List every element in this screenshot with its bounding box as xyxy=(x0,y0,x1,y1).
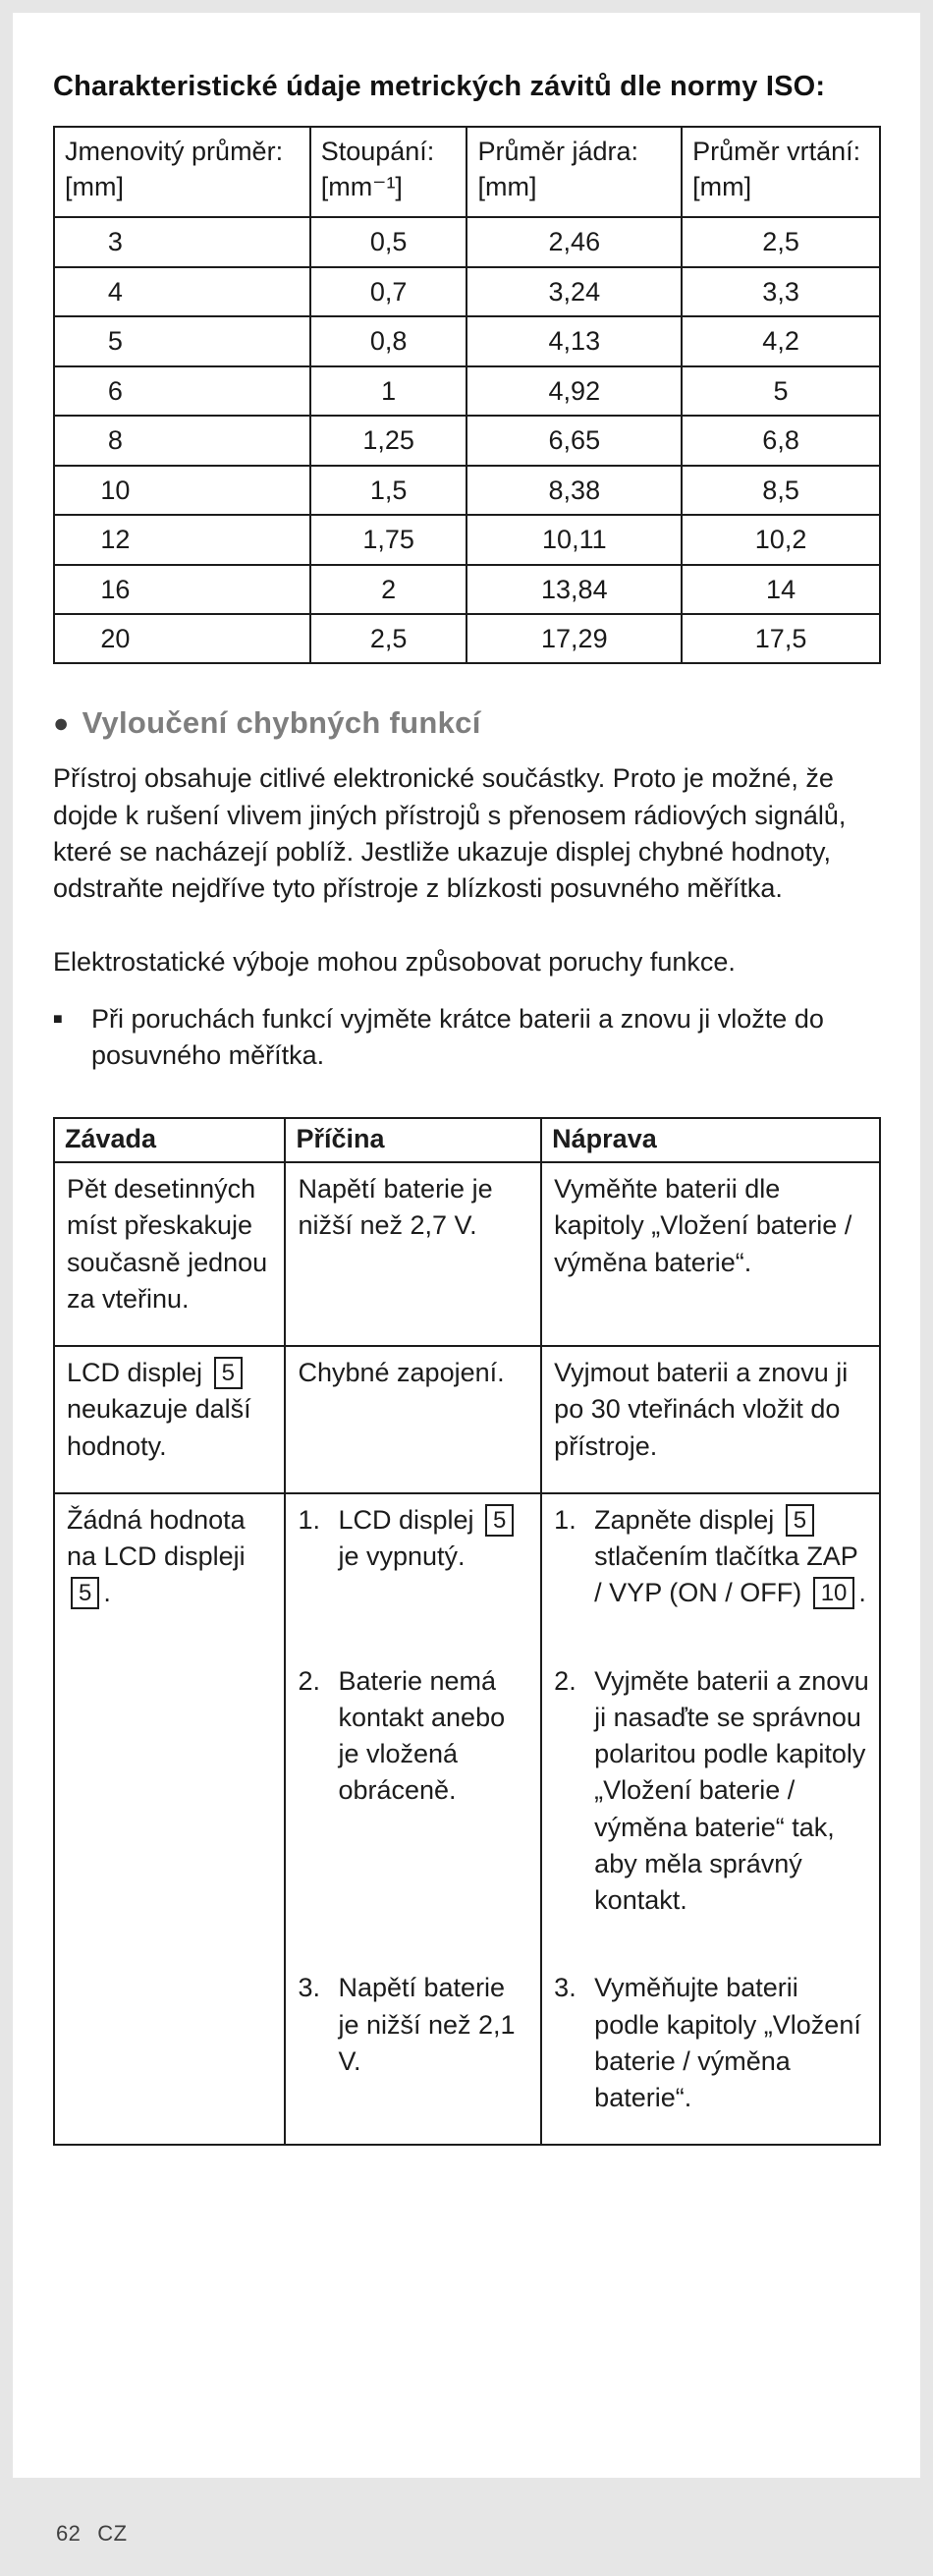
page-footer xyxy=(56,2521,127,2547)
item-text: Zapněte displej 5 stlačením tlačítka ZAP / VYP (ON / OFF) 10 . xyxy=(594,1504,866,1608)
cell-cause xyxy=(285,1346,541,1493)
thread-table-body xyxy=(54,217,880,663)
thread-table-cell: 10,11 xyxy=(466,515,682,564)
item-text: Vyjměte baterii a znovu ji nasaďte se správnou polaritou podle kapitoly „Vložení baterie / výměna baterie“ tak, aby měla správný kontakt. xyxy=(594,1665,869,1916)
section-heading-label: Vyloučení chybných funkcí xyxy=(82,705,481,741)
thread-table-cell: 17,29 xyxy=(466,614,682,663)
thread-table-header-row xyxy=(54,127,880,218)
page-sheet xyxy=(13,13,920,2478)
thread-table-row xyxy=(54,565,880,614)
thread-table-row xyxy=(54,416,880,465)
thread-table-row xyxy=(54,614,880,663)
page-number: 62 xyxy=(56,2521,82,2546)
thread-table-cell: 6 xyxy=(54,366,310,416)
thread-table-cell: 1,5 xyxy=(310,466,467,515)
section-bullet-icon: ● xyxy=(53,707,70,738)
col-header-fault: Závada xyxy=(54,1118,285,1162)
malfunction-bullet-item xyxy=(53,1001,881,1075)
cell-cause xyxy=(285,1493,541,1655)
item-number: 2. xyxy=(298,1665,320,1696)
malfunction-paragraph-2: Elektrostatické výboje mohou způsobovat poruchy funkce. xyxy=(53,947,736,978)
numbered-item xyxy=(554,1502,869,1612)
thread-table-title: Charakteristické údaje metrických závitů dle normy ISO: xyxy=(53,71,826,102)
thread-table-cell: 20 xyxy=(54,614,310,663)
thread-table-cell: 1,75 xyxy=(310,515,467,564)
cell-fault xyxy=(54,1346,285,1493)
numbered-item xyxy=(298,1502,530,1576)
thread-table-cell: 3 xyxy=(54,217,310,266)
callout-ref: 10 xyxy=(813,1577,855,1609)
callout-ref: 5 xyxy=(214,1357,243,1389)
thread-table-cell: 16 xyxy=(54,565,310,614)
cell-remedy xyxy=(541,1346,880,1493)
troubleshooting-header-row xyxy=(54,1118,880,1162)
troubleshooting-row-2 xyxy=(54,1346,880,1493)
language-code: CZ xyxy=(97,2521,128,2546)
thread-table-cell: 8,5 xyxy=(682,466,880,515)
item-number: 3. xyxy=(554,1973,576,2003)
malfunction-paragraph-1: Přístroj obsahuje citlivé elektronické součástky. Proto je možné, že dojde k rušení vlivem jiných přístrojů s přenosem rádiových signálů, které se nacházejí poblíž. Jestliže ukazuje displej chybné hodnoty, odstraňte nejdříve tyto přístroje z blízkosti posuvného měřítka. xyxy=(53,763,847,904)
section-heading-malfunctions xyxy=(53,705,881,741)
thread-table-cell: 10,2 xyxy=(682,515,880,564)
troubleshooting-row-1 xyxy=(54,1162,880,1346)
thread-table-cell: 3,24 xyxy=(466,267,682,316)
thread-table-row xyxy=(54,267,880,316)
thread-table-cell: 0,5 xyxy=(310,217,467,266)
thread-table-cell: 14 xyxy=(682,565,880,614)
thread-table-cell: 8 xyxy=(54,416,310,465)
thread-table-cell: 8,38 xyxy=(466,466,682,515)
cell-remedy xyxy=(541,1493,880,1655)
thread-table-cell: 12 xyxy=(54,515,310,564)
numbered-item xyxy=(554,1970,869,2116)
thread-table-cell: 5 xyxy=(54,316,310,365)
thread-spec-table xyxy=(53,126,881,665)
thread-table-cell: 2,5 xyxy=(310,614,467,663)
cell-text: Vyměňte baterii dle kapitoly „Vložení baterie / výměna baterie“. xyxy=(554,1174,852,1277)
numbered-item xyxy=(298,1663,530,1810)
thread-table-cell: 0,7 xyxy=(310,267,467,316)
thread-table-row xyxy=(54,515,880,564)
numbered-item xyxy=(298,1970,530,2080)
cell-text: LCD displej 5 neukazuje další hodnoty. xyxy=(67,1358,251,1461)
item-text: Napětí baterie je nižší než 2,1 V. xyxy=(338,1973,516,2076)
item-number: 3. xyxy=(298,1973,320,2003)
cell-text: Pět desetinných míst přeskakuje současně jednou za vteřinu. xyxy=(67,1174,268,1314)
col-header-nominal-diameter: Jmenovitý průměr: [mm] xyxy=(54,127,310,218)
col-header-remedy: Náprava xyxy=(541,1118,880,1162)
thread-table-cell: 2,5 xyxy=(682,217,880,266)
thread-table-cell: 0,8 xyxy=(310,316,467,365)
thread-table-cell: 10 xyxy=(54,466,310,515)
thread-table-cell: 4 xyxy=(54,267,310,316)
bullet-item-text: Při poruchách funkcí vyjměte krátce baterii a znovu ji vložte do posuvného měřítka. xyxy=(91,1003,824,1070)
thread-table-row xyxy=(54,366,880,416)
cell-remedy xyxy=(541,1655,880,1963)
col-header-drill-diameter: Průměr vrtání: [mm] xyxy=(682,127,880,218)
thread-table-cell: 4,92 xyxy=(466,366,682,416)
thread-table-cell: 5 xyxy=(682,366,880,416)
thread-table-cell: 2,46 xyxy=(466,217,682,266)
cell-text: Napětí baterie je nižší než 2,7 V. xyxy=(298,1174,493,1241)
cell-text: Žádná hodnota na LCD displeji 5 . xyxy=(67,1504,246,1608)
thread-table-cell: 1,25 xyxy=(310,416,467,465)
col-header-core-diameter: Průměr jádra: [mm] xyxy=(466,127,682,218)
item-number: 2. xyxy=(554,1665,576,1696)
thread-table-cell: 2 xyxy=(310,565,467,614)
thread-table-row xyxy=(54,466,880,515)
thread-table-cell: 13,84 xyxy=(466,565,682,614)
troubleshooting-row-3 xyxy=(54,1493,880,1655)
cell-remedy xyxy=(541,1962,880,2145)
callout-ref: 5 xyxy=(786,1504,814,1537)
col-header-cause: Příčina xyxy=(285,1118,541,1162)
square-bullet-icon: ■ xyxy=(53,1010,63,1028)
cell-text: Vyjmout baterii a znovu ji po 30 vteřinách vložit do přístroje. xyxy=(554,1358,849,1461)
thread-table-cell: 17,5 xyxy=(682,614,880,663)
numbered-item xyxy=(554,1663,869,1920)
troubleshooting-table xyxy=(53,1117,881,2146)
cell-remedy xyxy=(541,1162,880,1346)
item-number: 1. xyxy=(554,1504,576,1535)
callout-ref: 5 xyxy=(71,1577,99,1609)
thread-table-cell: 4,13 xyxy=(466,316,682,365)
thread-table-cell: 6,65 xyxy=(466,416,682,465)
item-number: 1. xyxy=(298,1504,320,1535)
cell-cause xyxy=(285,1962,541,2145)
thread-table-row xyxy=(54,316,880,365)
callout-ref: 5 xyxy=(485,1504,514,1537)
thread-table-cell: 4,2 xyxy=(682,316,880,365)
cell-fault xyxy=(54,1493,285,2146)
cell-cause xyxy=(285,1162,541,1346)
thread-table-cell: 3,3 xyxy=(682,267,880,316)
cell-cause xyxy=(285,1655,541,1963)
thread-table-cell: 6,8 xyxy=(682,416,880,465)
cell-text: Chybné zapojení. xyxy=(298,1358,505,1388)
cell-fault xyxy=(54,1162,285,1346)
item-text: Vyměňujte baterii podle kapitoly „Vložení baterie / výměna baterie“. xyxy=(594,1973,861,2113)
item-text: LCD displej 5 je vypnutý. xyxy=(338,1502,530,1576)
item-text: Baterie nemá kontakt anebo je vložená obráceně. xyxy=(338,1665,506,1806)
thread-table-row xyxy=(54,217,880,266)
col-header-pitch: Stoupání: [mm⁻¹] xyxy=(310,127,467,218)
thread-table-cell: 1 xyxy=(310,366,467,416)
